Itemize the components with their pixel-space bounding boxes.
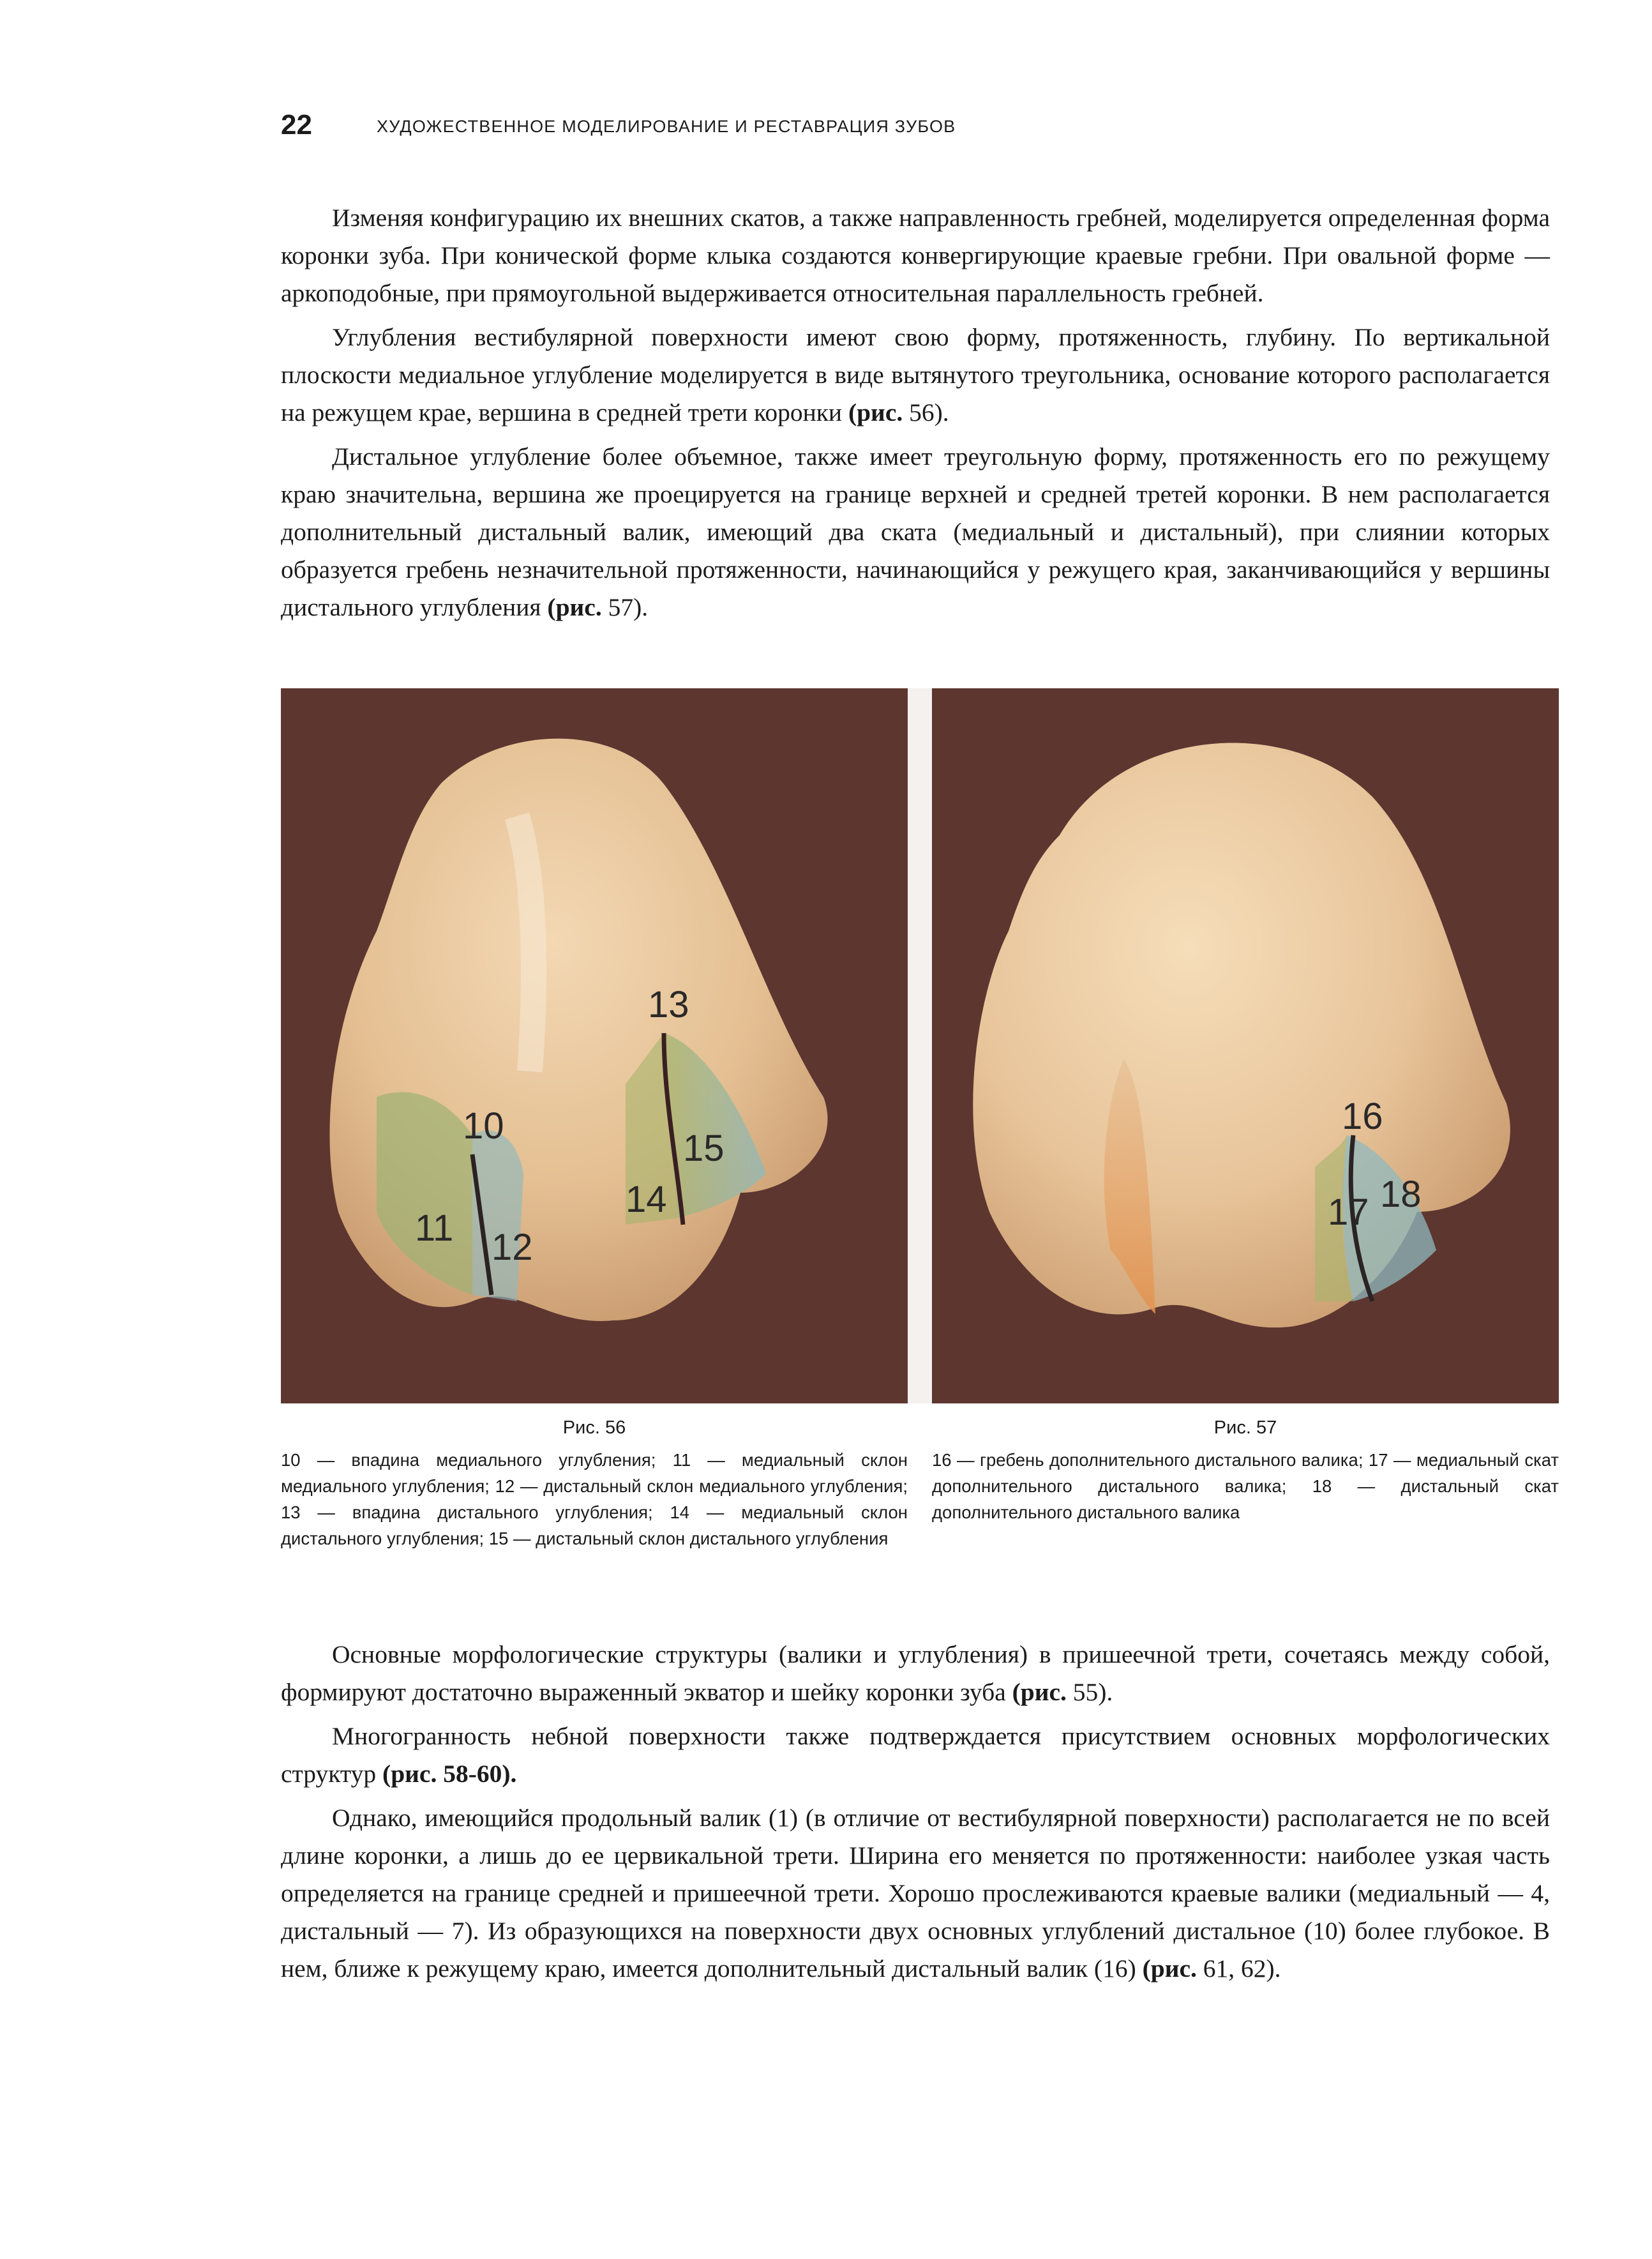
running-title: ХУДОЖЕСТВЕННОЕ МОДЕЛИРОВАНИЕ И РЕСТАВРАЦИЯ ЗУБОВ <box>377 117 956 136</box>
paragraph: Однако, имеющийся продольный валик (1) (в отличие от вестибулярной поверхности) располагается не по всей длине коронки, а лишь до ее цервикальной трети. Ширина его меняется по протяженности: наиболее узкая часть определяется на границе средней и пришеечной трети. Хорошо прослеживаются краевые валики (медиальный — 4, дистальный — 7). Из образующихся на поверхности двух основных углублений дистальное (10) более глубокое. В нем, ближе к режущему краю, имеется дополнительный дистальный валик (16) (рис. 61, 62). <box>281 1804 1550 1983</box>
tooth-illustration-56 <box>281 688 908 1403</box>
page-header <box>281 110 1545 140</box>
figure-reference[interactable]: (рис. <box>848 398 903 427</box>
label-10: 10 <box>463 1105 504 1147</box>
figure-56 <box>281 688 908 1552</box>
label-17: 17 <box>1328 1191 1369 1233</box>
figure-divider <box>908 688 932 1403</box>
paragraph: Дистальное углубление более объемное, также имеет треугольную форму, протяженность его по режущему краю значительна, вершина же проецируется на границе верхней и средней третей коронки. В нем располагается дополнительный дистальный валик, имеющий два ската (медиальный и дистальный), при слиянии которых образуется гребень незначительной протяженности, начинающийся у режущего края, заканчивающийся у вершины дистального углубления (рис. 57). <box>281 442 1550 621</box>
figure-reference[interactable]: (рис. <box>1012 1678 1067 1706</box>
label-12: 12 <box>492 1227 533 1268</box>
paragraph: Основные морфологические структуры (валики и углубления) в пришеечной трети, сочетаясь между собой, формируют достаточно выраженный экватор и шейку коронки зуба (рис. 55). <box>281 1640 1550 1706</box>
figure-caption-title: Рис. 57 <box>1213 1417 1277 1438</box>
tooth-illustration-57 <box>932 688 1559 1403</box>
figure-caption-title: Рис. 56 <box>562 1417 626 1438</box>
label-16: 16 <box>1342 1096 1383 1137</box>
figure-reference[interactable]: (рис. 58-60). <box>382 1760 517 1788</box>
label-15: 15 <box>683 1128 725 1169</box>
paragraph: Изменяя конфигурацию их внешних скатов, а также направленность гребней, моделируется определенная форма коронки зуба. При конической форме клыка создаются конвергирующие краевые гребни. При овальной форме — аркоподобные, при прямоугольной выдерживается относительная параллельность гребней. <box>281 204 1550 307</box>
figure-reference[interactable]: (рис. <box>1142 1954 1197 1983</box>
bottom-text-block <box>281 1636 1550 1994</box>
tooth-photo-57 <box>932 688 1559 1403</box>
label-18: 18 <box>1380 1174 1422 1215</box>
page-number: 22 <box>281 109 312 140</box>
label-13: 13 <box>648 984 689 1025</box>
paragraph: Углубления вестибулярной поверхности имеют свою форму, протяженность, глубину. По вертикальной плоскости медиальное углубление моделируется в виде вытянутого треугольника, основание которого располагается на режущем крае, вершина в средней трети коронки (рис. 56). <box>281 323 1550 427</box>
figure-legend: 16 — гребень дополнительного дистального валика; 17 — медиальный скат дополнительного дистального валика; 18 — дистальный скат дополнительного дистального валика <box>932 1450 1559 1522</box>
label-11: 11 <box>415 1207 454 1249</box>
figure-legend: 10 — впадина медиального углубления; 11 — медиальный склон медиального углубления; 12 — дистальный склон медиального углубления; 13 — впадина дистального углубления; 14 — медиальный склон дистального углубления; 15 — дистальный склон дистального углубления <box>281 1450 908 1548</box>
tooth-photo-56 <box>281 688 908 1403</box>
figure-57 <box>932 688 1559 1525</box>
label-14: 14 <box>626 1179 667 1220</box>
top-text-block <box>281 199 1550 633</box>
figure-reference[interactable]: (рис. <box>547 593 602 621</box>
paragraph: Многогранность небной поверхности также подтверждается присутствием основных морфологических структур (рис. 58-60). <box>281 1722 1550 1788</box>
